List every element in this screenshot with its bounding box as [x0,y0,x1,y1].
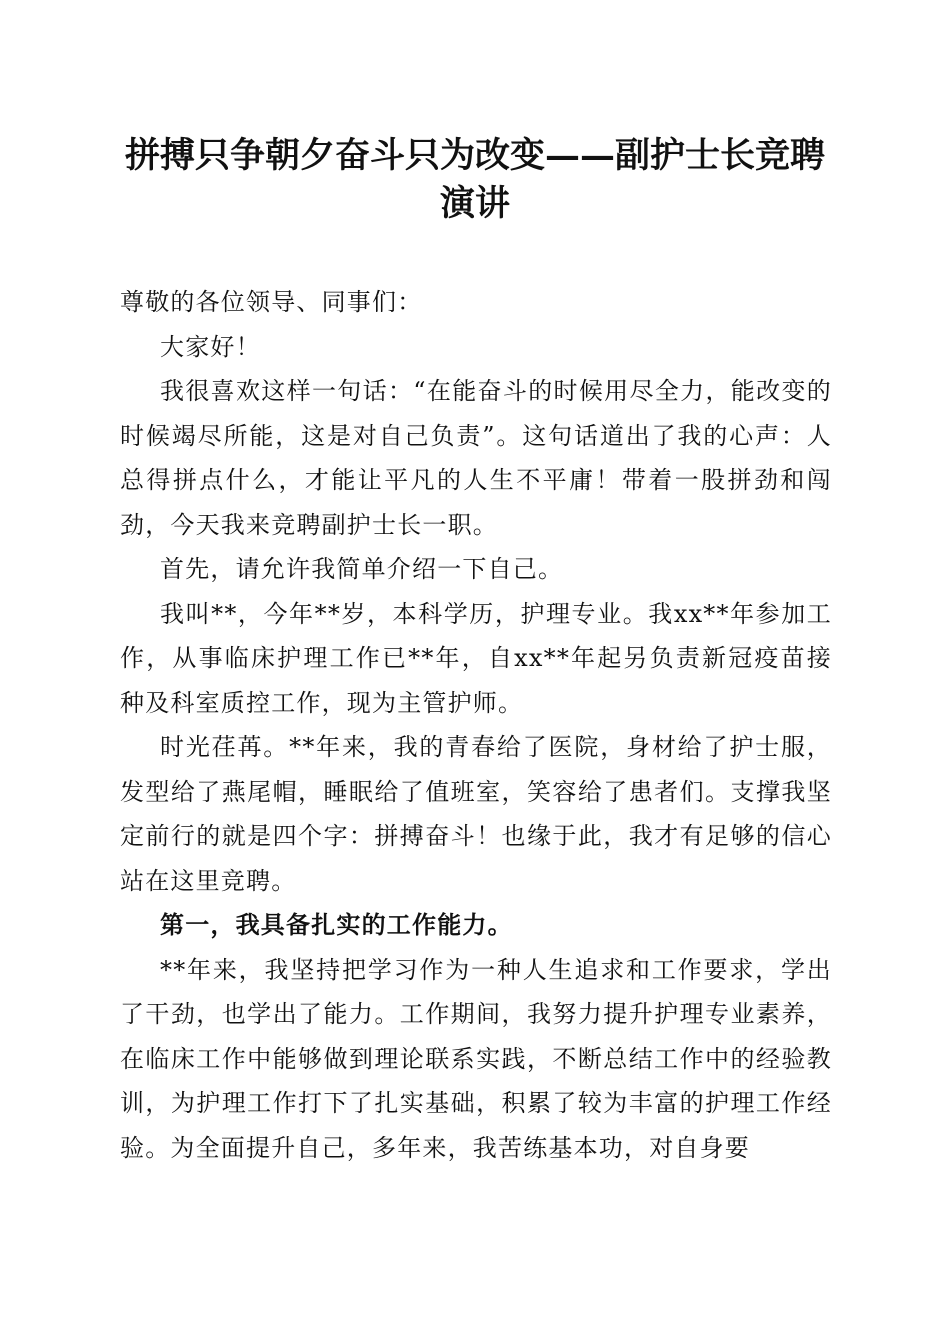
paragraph: 我很喜欢这样一句话：“在能奋斗的时候用尽全力，能改变的时候竭尽所能，这是对自己负责”。这句话道出了我的心声：人总得拼点什么，才能让平凡的人生不平庸！带着一股拼劲和闯劲，今天我来竞聘副护士长一职。 [120,377,832,539]
paragraph: 首先，请允许我简单介绍一下自己。 [160,555,564,583]
paragraph: 时光荏苒。**年来，我的青春给了医院，身材给了护士服，发型给了燕尾帽，睡眠给了值班室，笑容给了患者们。支撑我坚定前行的就是四个字：拼搏奋斗！也缘于此，我才有足够的信心站在这里竞聘。 [120,733,832,895]
document-title: 拼搏只争朝夕奋斗只为改变——副护士长竞聘演讲 [124,135,825,224]
paragraph: 大家好！ [160,332,261,361]
paragraph: **年来，我坚持把学习作为一种人生追求和工作要求，学出了干劲，也学出了能力。工作期间，我努力提升护理专业素养，在临床工作中能够做到理论联系实践，不断总结工作中的经验教训，为护理工作打下了扎实基础，积累了较为丰富的护理工作经验。为全面提升自己，多年来，我苦练基本功，对自身要 [120,955,832,1162]
document-body [120,280,832,1170]
section-heading: 第一，我具备扎实的工作能力。 [160,910,513,939]
salutation: 尊敬的各位领导、同事们： [120,288,423,316]
paragraph: 我叫**，今年**岁，本科学历，护理专业。我xx**年参加工作，从事临床护理工作已**年，自xx**年起另负责新冠疫苗接种及科室质控工作，现为主管护师。 [120,599,832,717]
